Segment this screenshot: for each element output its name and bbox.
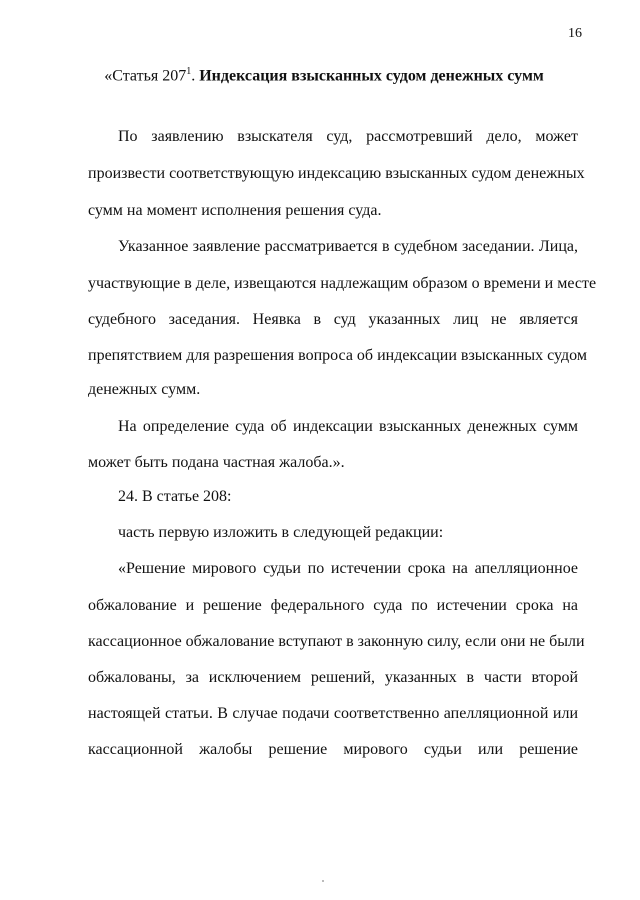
text-line: может быть подана частная жалоба.». (88, 454, 345, 471)
text-line: кассационной жалобы решение мирового судьи или решение (88, 741, 578, 758)
article-heading-sup: 1 (186, 66, 192, 77)
text-line: настоящей статьи. В случае подачи соответственно апелляционной или (88, 705, 578, 722)
text-line: 24. В статье 208: (118, 488, 232, 505)
article-heading (0, 66, 640, 85)
scan-speck (322, 880, 324, 882)
text-line: Указанное заявление рассматривается в судебном заседании. Лица, (118, 238, 578, 255)
text-line: По заявлению взыскателя суд, рассмотревший дело, может (118, 128, 578, 145)
text-line: кассационное обжалование вступают в законную силу, если они не были (88, 633, 585, 650)
text-line: «Решение мирового судьи по истечении срока на апелляционное (118, 560, 578, 577)
text-line: часть первую изложить в следующей редакции: (118, 524, 444, 541)
text-line: На определение суда об индексации взысканных денежных сумм (118, 418, 578, 435)
text-line: сумм на момент исполнения решения суда. (88, 202, 382, 219)
article-heading-title: Индексация взысканных судом денежных сумм (195, 67, 544, 85)
text-line: произвести соответствующую индексацию взысканных судом денежных (88, 165, 585, 182)
text-line: обжалованы, за исключением решений, указанных в части второй (88, 669, 578, 686)
article-heading-prefix: «Статья 207 (104, 67, 187, 85)
text-line: участвующие в деле, извещаются надлежащим образом о времени и месте (88, 275, 597, 292)
text-line: обжалование и решение федерального суда по истечении срока на (88, 597, 578, 614)
text-line: препятствием для разрешения вопроса об индексации взысканных судом (88, 347, 587, 364)
article-heading-dot: . (191, 67, 196, 85)
text-line: судебного заседания. Неявка в суд указанных лиц не является (88, 311, 578, 328)
page-number: 16 (568, 26, 582, 41)
text-line: денежных сумм. (88, 381, 201, 398)
